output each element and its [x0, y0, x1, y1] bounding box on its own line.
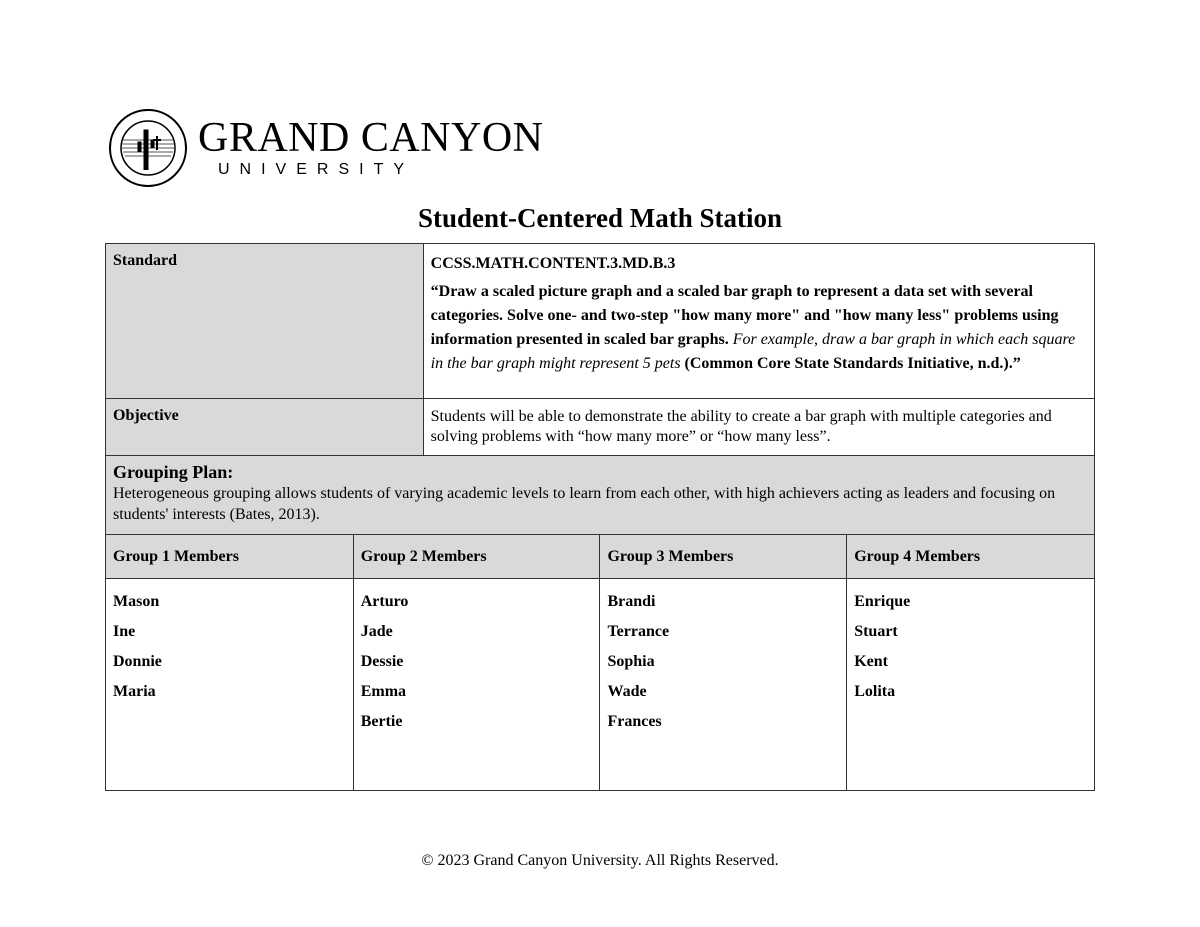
- member: Terrance: [607, 623, 670, 640]
- group-4-header: Group 4 Members: [847, 535, 1095, 579]
- group-3-members: [600, 579, 847, 791]
- member: Stuart: [854, 623, 898, 640]
- objective-label: Objective: [106, 399, 424, 456]
- group-header-row: [106, 535, 1095, 579]
- member: Bertie: [360, 713, 403, 730]
- page-title: Student-Centered Math Station: [418, 203, 782, 233]
- member: Sophia: [607, 653, 655, 670]
- gcu-logo: [108, 108, 544, 188]
- grouping-row: [106, 456, 1095, 535]
- group-1-header: Group 1 Members: [106, 535, 354, 579]
- member: Donnie: [113, 653, 162, 670]
- member: Frances: [607, 713, 662, 730]
- objective-row: [106, 399, 1095, 456]
- member: Maria: [113, 683, 156, 700]
- member: Ine: [113, 623, 136, 640]
- group-3-header: Group 3 Members: [600, 535, 847, 579]
- logo-name: GRAND CANYON: [198, 115, 544, 161]
- grouping-title: Grouping Plan:: [113, 462, 234, 482]
- university-seal-icon: [108, 108, 188, 188]
- member: Lolita: [854, 683, 896, 700]
- group-2-header: Group 2 Members: [353, 535, 600, 579]
- logo-subtitle: UNIVERSITY: [218, 161, 415, 178]
- member: Brandi: [607, 593, 656, 610]
- standard-citation: (Common Core State Standards Initiative, n.d.).”: [680, 355, 1021, 372]
- member: Wade: [607, 683, 647, 700]
- station-table: [105, 243, 1095, 791]
- standard-code: CCSS.MATH.CONTENT.3.MD.B.3: [430, 255, 676, 272]
- standard-text: “Draw a scaled picture graph and a scaled bar graph to represent a data set with several categories. Solve one- and two-step "how many more" and "how many less" problems using information presented in scaled bar graphs.: [430, 283, 1059, 348]
- member: Enrique: [854, 593, 911, 610]
- standard-example: For example, draw a bar graph in which each square in the bar graph might represent 5 pets: [430, 331, 1076, 372]
- grouping-text: Heterogeneous grouping allows students of varying academic levels to learn from each other, with high achievers acting as leaders and focusing on students' interests (Bates, 2013).: [113, 485, 1056, 523]
- group-members-row: [106, 579, 1095, 791]
- objective-text: Students will be able to demonstrate the ability to create a bar graph with multiple categories and solving problems with “how many more” or “how many less”.: [423, 399, 1094, 456]
- member: Dessie: [360, 653, 404, 670]
- group-1-members: [106, 579, 354, 791]
- copyright-footer: © 2023 Grand Canyon University. All Rights Reserved.: [421, 852, 779, 869]
- standard-label: Standard: [106, 244, 424, 399]
- standard-content: [423, 244, 1094, 399]
- member: Arturo: [360, 593, 409, 610]
- group-4-members: [847, 579, 1095, 791]
- member: Emma: [360, 683, 407, 700]
- group-2-members: [353, 579, 600, 791]
- member: Mason: [113, 593, 160, 610]
- member: Jade: [360, 623, 393, 640]
- standard-row: [106, 244, 1095, 399]
- member: Kent: [854, 653, 888, 670]
